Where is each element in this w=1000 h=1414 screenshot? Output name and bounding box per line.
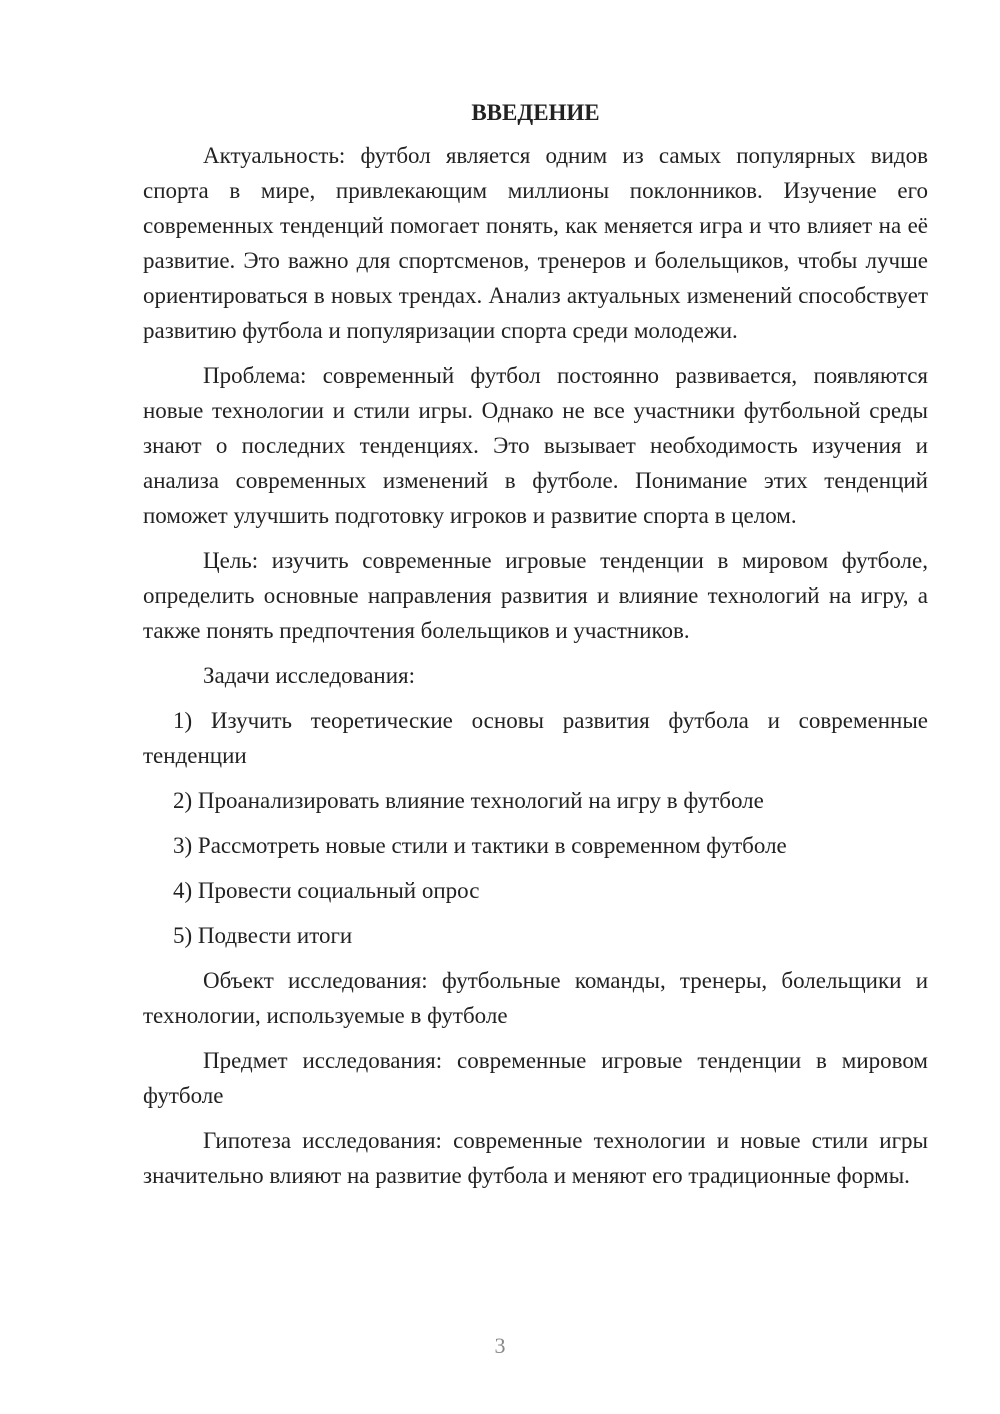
- paragraph-relevance: Актуальность: футбол является одним из самых популярных видов спорта в мире, привлекающим миллионы поклонников. Изучение его современных тенденций помогает понять, как меняется игра и что влияет на её развитие. Это важно для спортсменов, тренеров и болельщиков, чтобы лучше ориентироваться в новых трендах. Анализ актуальных изменений способствует развитию футбола и популяризации спорта среди молодежи.: [143, 143, 928, 343]
- task-item-4: 4) Провести социальный опрос: [173, 878, 480, 903]
- page-title: ВВЕДЕНИЕ: [471, 100, 600, 125]
- page-number: 3: [494, 1333, 506, 1358]
- tasks-heading: Задачи исследования:: [203, 663, 416, 688]
- paragraph-problem: Проблема: современный футбол постоянно развивается, появляются новые технологии и стили игры. Однако не все участники футбольной среды знают о последних тенденциях. Это вызывает необходимость изучения и анализа современных изменений в футболе. Понимание этих тенденций поможет улучшить подготовку игроков и развитие спорта в целом.: [143, 363, 928, 528]
- task-item-3: 3) Рассмотреть новые стили и тактики в современном футболе: [173, 833, 787, 858]
- paragraph-goal: Цель: изучить современные игровые тенденции в мировом футболе, определить основные направления развития и влияние технологий на игру, а также понять предпочтения болельщиков и участников.: [143, 548, 928, 643]
- task-item-2: 2) Проанализировать влияние технологий на игру в футболе: [173, 788, 764, 813]
- document-page: [143, 95, 928, 1203]
- paragraph-subject: Предмет исследования: современные игровые тенденции в мировом футболе: [143, 1048, 928, 1108]
- task-item-1: 1) Изучить теоретические основы развития футбола и современные тенденции: [143, 708, 928, 768]
- task-item-5: 5) Подвести итоги: [173, 923, 353, 948]
- paragraph-hypothesis: Гипотеза исследования: современные технологии и новые стили игры значительно влияют на развитие футбола и меняют его традиционные формы.: [143, 1128, 928, 1188]
- paragraph-object: Объект исследования: футбольные команды, тренеры, болельщики и технологии, используемые в футболе: [143, 968, 928, 1028]
